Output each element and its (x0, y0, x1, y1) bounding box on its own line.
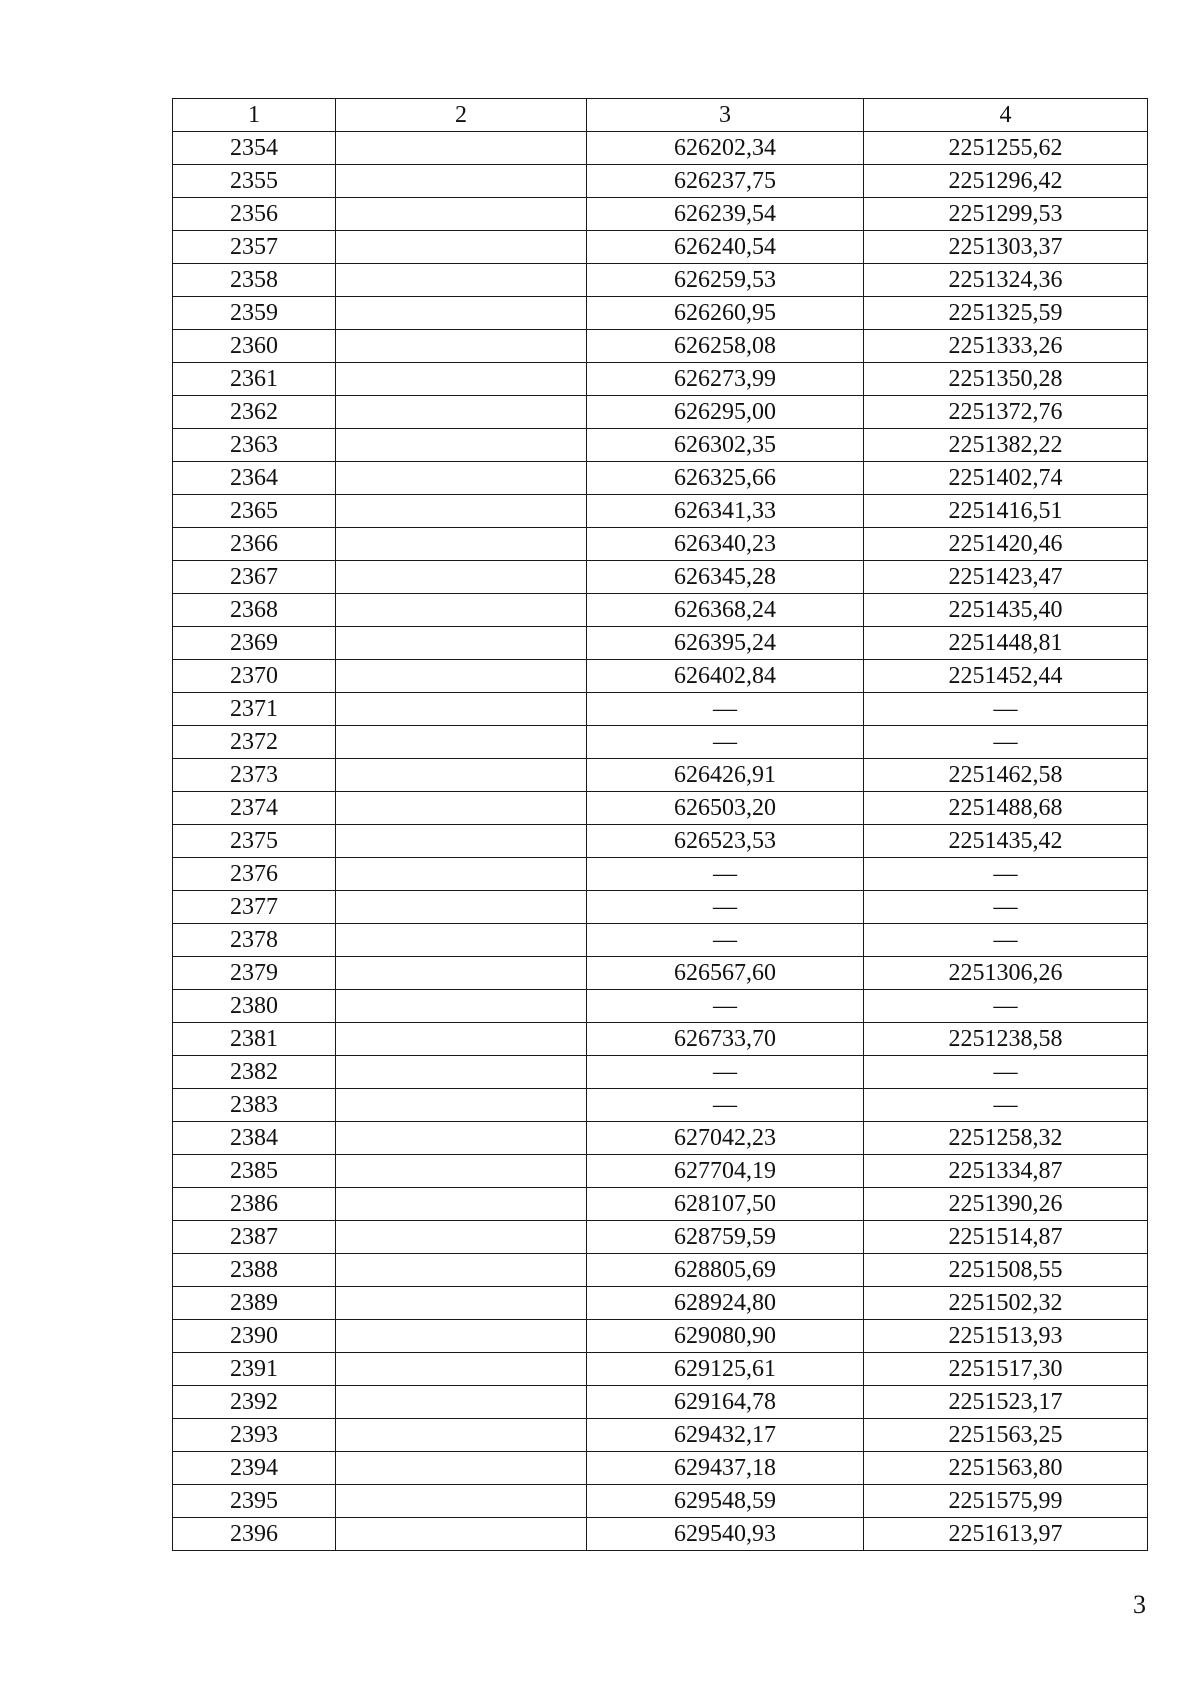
point-number-cell: 2372 (173, 726, 336, 759)
table-row (173, 528, 1148, 561)
coordinate-x-cell: 629432,17 (587, 1419, 864, 1452)
coordinate-x-cell: 627042,23 (587, 1122, 864, 1155)
column-2-cell (336, 198, 587, 231)
point-number-cell: 2384 (173, 1122, 336, 1155)
coordinate-x-cell: 626240,54 (587, 231, 864, 264)
header-cell-2: 2 (336, 99, 587, 132)
column-2-cell (336, 429, 587, 462)
table-row (173, 1122, 1148, 1155)
point-number-cell: 2368 (173, 594, 336, 627)
point-number-cell: 2358 (173, 264, 336, 297)
table-row (173, 825, 1148, 858)
point-number-cell: 2374 (173, 792, 336, 825)
table-row (173, 1320, 1148, 1353)
column-2-cell (336, 264, 587, 297)
coordinate-y-cell: 2251325,59 (864, 297, 1148, 330)
coordinate-y-cell: 2251402,74 (864, 462, 1148, 495)
point-number-cell: 2383 (173, 1089, 336, 1122)
point-number-cell: 2363 (173, 429, 336, 462)
coordinate-x-cell: 628759,59 (587, 1221, 864, 1254)
column-2-cell (336, 825, 587, 858)
table-row (173, 495, 1148, 528)
column-2-cell (336, 1353, 587, 1386)
header-cell-1: 1 (173, 99, 336, 132)
coordinate-y-cell: 2251333,26 (864, 330, 1148, 363)
coordinate-y-cell: 2251334,87 (864, 1155, 1148, 1188)
coordinate-y-cell: 2251462,58 (864, 759, 1148, 792)
point-number-cell: 2393 (173, 1419, 336, 1452)
point-number-cell: 2366 (173, 528, 336, 561)
coordinate-x-cell: 626523,53 (587, 825, 864, 858)
header-cell-3: 3 (587, 99, 864, 132)
column-2-cell (336, 990, 587, 1023)
column-2-cell (336, 1419, 587, 1452)
coordinate-x-cell: 628805,69 (587, 1254, 864, 1287)
point-number-cell: 2382 (173, 1056, 336, 1089)
column-2-cell (336, 165, 587, 198)
table-row (173, 462, 1148, 495)
coordinate-y-cell: 2251517,30 (864, 1353, 1148, 1386)
coordinate-x-cell: 627704,19 (587, 1155, 864, 1188)
coordinate-x-cell: — (587, 858, 864, 891)
column-2-cell (336, 363, 587, 396)
column-2-cell (336, 1518, 587, 1551)
table-row (173, 792, 1148, 825)
table-row (173, 264, 1148, 297)
table-row (173, 1518, 1148, 1551)
column-2-cell (336, 924, 587, 957)
table-row (173, 363, 1148, 396)
coordinate-x-cell: — (587, 693, 864, 726)
coordinate-y-cell: — (864, 924, 1148, 957)
column-2-cell (336, 1089, 587, 1122)
point-number-cell: 2361 (173, 363, 336, 396)
coordinate-y-cell: 2251350,28 (864, 363, 1148, 396)
column-2-cell (336, 1254, 587, 1287)
table-row (173, 132, 1148, 165)
table-row (173, 1386, 1148, 1419)
column-2-cell (336, 1320, 587, 1353)
table-row (173, 1287, 1148, 1320)
point-number-cell: 2394 (173, 1452, 336, 1485)
point-number-cell: 2395 (173, 1485, 336, 1518)
coordinate-y-cell: 2251613,97 (864, 1518, 1148, 1551)
coordinate-y-cell: 2251514,87 (864, 1221, 1148, 1254)
point-number-cell: 2364 (173, 462, 336, 495)
coordinate-y-cell: 2251299,53 (864, 198, 1148, 231)
coordinate-y-cell: 2251258,32 (864, 1122, 1148, 1155)
column-2-cell (336, 1452, 587, 1485)
column-2-cell (336, 462, 587, 495)
coordinate-y-cell: 2251435,42 (864, 825, 1148, 858)
column-2-cell (336, 495, 587, 528)
column-2-cell (336, 1023, 587, 1056)
coordinate-x-cell: — (587, 1056, 864, 1089)
coordinate-x-cell: 626395,24 (587, 627, 864, 660)
coordinate-y-cell: — (864, 693, 1148, 726)
column-2-cell (336, 1122, 587, 1155)
column-2-cell (336, 1386, 587, 1419)
coordinate-x-cell: 626295,00 (587, 396, 864, 429)
coordinate-x-cell: 626260,95 (587, 297, 864, 330)
point-number-cell: 2370 (173, 660, 336, 693)
table-row (173, 1155, 1148, 1188)
coordinate-y-cell: — (864, 891, 1148, 924)
table-row (173, 1221, 1148, 1254)
coordinate-y-cell: 2251452,44 (864, 660, 1148, 693)
table-row (173, 1353, 1148, 1386)
point-number-cell: 2376 (173, 858, 336, 891)
coordinate-y-cell: — (864, 858, 1148, 891)
column-2-cell (336, 561, 587, 594)
coordinate-x-cell: 626273,99 (587, 363, 864, 396)
column-2-cell (336, 1056, 587, 1089)
coordinate-x-cell: 629164,78 (587, 1386, 864, 1419)
table-row (173, 1056, 1148, 1089)
point-number-cell: 2396 (173, 1518, 336, 1551)
coordinate-x-cell: — (587, 726, 864, 759)
coordinate-x-cell: 626237,75 (587, 165, 864, 198)
coordinate-y-cell: 2251390,26 (864, 1188, 1148, 1221)
column-2-cell (336, 132, 587, 165)
table-row (173, 429, 1148, 462)
table-row (173, 231, 1148, 264)
column-2-cell (336, 957, 587, 990)
coordinate-y-cell: 2251296,42 (864, 165, 1148, 198)
point-number-cell: 2388 (173, 1254, 336, 1287)
column-2-cell (336, 792, 587, 825)
coordinate-y-cell: 2251238,58 (864, 1023, 1148, 1056)
coordinate-x-cell: — (587, 990, 864, 1023)
coordinate-x-cell: 626733,70 (587, 1023, 864, 1056)
coordinate-x-cell: 626239,54 (587, 198, 864, 231)
coordinate-y-cell: — (864, 1056, 1148, 1089)
point-number-cell: 2359 (173, 297, 336, 330)
coordinate-y-cell: — (864, 1089, 1148, 1122)
coordinate-x-cell: 626325,66 (587, 462, 864, 495)
coordinate-x-cell: 626345,28 (587, 561, 864, 594)
column-2-cell (336, 231, 587, 264)
point-number-cell: 2390 (173, 1320, 336, 1353)
table-row (173, 957, 1148, 990)
point-number-cell: 2392 (173, 1386, 336, 1419)
table-row (173, 396, 1148, 429)
column-2-cell (336, 1485, 587, 1518)
coordinate-x-cell: 626202,34 (587, 132, 864, 165)
column-2-cell (336, 660, 587, 693)
coordinate-y-cell: 2251488,68 (864, 792, 1148, 825)
coordinate-x-cell: 629548,59 (587, 1485, 864, 1518)
column-2-cell (336, 891, 587, 924)
coordinate-y-cell: 2251420,46 (864, 528, 1148, 561)
point-number-cell: 2354 (173, 132, 336, 165)
column-2-cell (336, 726, 587, 759)
column-2-cell (336, 759, 587, 792)
table-row (173, 891, 1148, 924)
coordinate-x-cell: 626368,24 (587, 594, 864, 627)
coordinate-y-cell: 2251563,25 (864, 1419, 1148, 1452)
table-row (173, 693, 1148, 726)
coordinate-x-cell: 626402,84 (587, 660, 864, 693)
table-row (173, 759, 1148, 792)
coordinate-x-cell: 626259,53 (587, 264, 864, 297)
table-row (173, 1254, 1148, 1287)
point-number-cell: 2373 (173, 759, 336, 792)
table-row (173, 1188, 1148, 1221)
column-2-cell (336, 528, 587, 561)
point-number-cell: 2377 (173, 891, 336, 924)
coordinate-y-cell: 2251575,99 (864, 1485, 1148, 1518)
coordinate-y-cell: 2251435,40 (864, 594, 1148, 627)
coordinate-y-cell: 2251255,62 (864, 132, 1148, 165)
column-2-cell (336, 1188, 587, 1221)
point-number-cell: 2386 (173, 1188, 336, 1221)
coordinate-y-cell: 2251382,22 (864, 429, 1148, 462)
header-cell-4: 4 (864, 99, 1148, 132)
point-number-cell: 2379 (173, 957, 336, 990)
point-number-cell: 2369 (173, 627, 336, 660)
coordinate-x-cell: 626258,08 (587, 330, 864, 363)
coordinate-y-cell: 2251523,17 (864, 1386, 1148, 1419)
column-2-cell (336, 1221, 587, 1254)
coordinate-y-cell: 2251563,80 (864, 1452, 1148, 1485)
coordinate-x-cell: — (587, 1089, 864, 1122)
coordinate-x-cell: 626302,35 (587, 429, 864, 462)
table-row (173, 561, 1148, 594)
table-row (173, 858, 1148, 891)
point-number-cell: 2357 (173, 231, 336, 264)
table-row (173, 990, 1148, 1023)
table-row (173, 1089, 1148, 1122)
point-number-cell: 2371 (173, 693, 336, 726)
table-row (173, 1485, 1148, 1518)
coordinate-y-cell: 2251502,32 (864, 1287, 1148, 1320)
coordinate-y-cell: 2251306,26 (864, 957, 1148, 990)
point-number-cell: 2362 (173, 396, 336, 429)
coordinate-x-cell: 626426,91 (587, 759, 864, 792)
coordinate-y-cell: 2251416,51 (864, 495, 1148, 528)
coordinate-y-cell: 2251513,93 (864, 1320, 1148, 1353)
coordinates-table (172, 98, 1148, 1551)
coordinate-x-cell: 629125,61 (587, 1353, 864, 1386)
point-number-cell: 2367 (173, 561, 336, 594)
table-body (173, 132, 1148, 1551)
coordinate-y-cell: 2251508,55 (864, 1254, 1148, 1287)
coordinate-x-cell: 626567,60 (587, 957, 864, 990)
point-number-cell: 2389 (173, 1287, 336, 1320)
column-2-cell (336, 1287, 587, 1320)
coordinate-y-cell: — (864, 990, 1148, 1023)
table-row (173, 297, 1148, 330)
coordinate-x-cell: 629080,90 (587, 1320, 864, 1353)
column-2-cell (336, 858, 587, 891)
point-number-cell: 2381 (173, 1023, 336, 1056)
table-row (173, 627, 1148, 660)
point-number-cell: 2360 (173, 330, 336, 363)
coordinate-x-cell: 628924,80 (587, 1287, 864, 1320)
coordinate-x-cell: 629437,18 (587, 1452, 864, 1485)
coordinate-x-cell: 626503,20 (587, 792, 864, 825)
column-2-cell (336, 396, 587, 429)
table-row (173, 924, 1148, 957)
table-row (173, 726, 1148, 759)
table-row (173, 1452, 1148, 1485)
column-2-cell (336, 594, 587, 627)
point-number-cell: 2391 (173, 1353, 336, 1386)
table-row (173, 594, 1148, 627)
coordinate-y-cell: 2251372,76 (864, 396, 1148, 429)
column-2-cell (336, 330, 587, 363)
column-2-cell (336, 1155, 587, 1188)
table-row (173, 198, 1148, 231)
table-row (173, 1419, 1148, 1452)
point-number-cell: 2365 (173, 495, 336, 528)
coordinate-x-cell: 626340,23 (587, 528, 864, 561)
coordinate-y-cell: 2251303,37 (864, 231, 1148, 264)
coordinate-x-cell: 629540,93 (587, 1518, 864, 1551)
table-row (173, 330, 1148, 363)
page-number: 3 (1133, 1590, 1146, 1619)
coordinate-y-cell: 2251324,36 (864, 264, 1148, 297)
coordinate-x-cell: — (587, 891, 864, 924)
point-number-cell: 2375 (173, 825, 336, 858)
coordinate-x-cell: 628107,50 (587, 1188, 864, 1221)
table-header (173, 99, 1148, 132)
header-row (173, 99, 1148, 132)
table-row (173, 1023, 1148, 1056)
column-2-cell (336, 297, 587, 330)
coordinate-y-cell: 2251423,47 (864, 561, 1148, 594)
column-2-cell (336, 693, 587, 726)
point-number-cell: 2380 (173, 990, 336, 1023)
coordinate-x-cell: 626341,33 (587, 495, 864, 528)
point-number-cell: 2355 (173, 165, 336, 198)
point-number-cell: 2387 (173, 1221, 336, 1254)
coordinate-y-cell: — (864, 726, 1148, 759)
table-row (173, 165, 1148, 198)
point-number-cell: 2385 (173, 1155, 336, 1188)
column-2-cell (336, 627, 587, 660)
table-row (173, 660, 1148, 693)
point-number-cell: 2356 (173, 198, 336, 231)
point-number-cell: 2378 (173, 924, 336, 957)
coordinate-x-cell: — (587, 924, 864, 957)
coordinate-y-cell: 2251448,81 (864, 627, 1148, 660)
